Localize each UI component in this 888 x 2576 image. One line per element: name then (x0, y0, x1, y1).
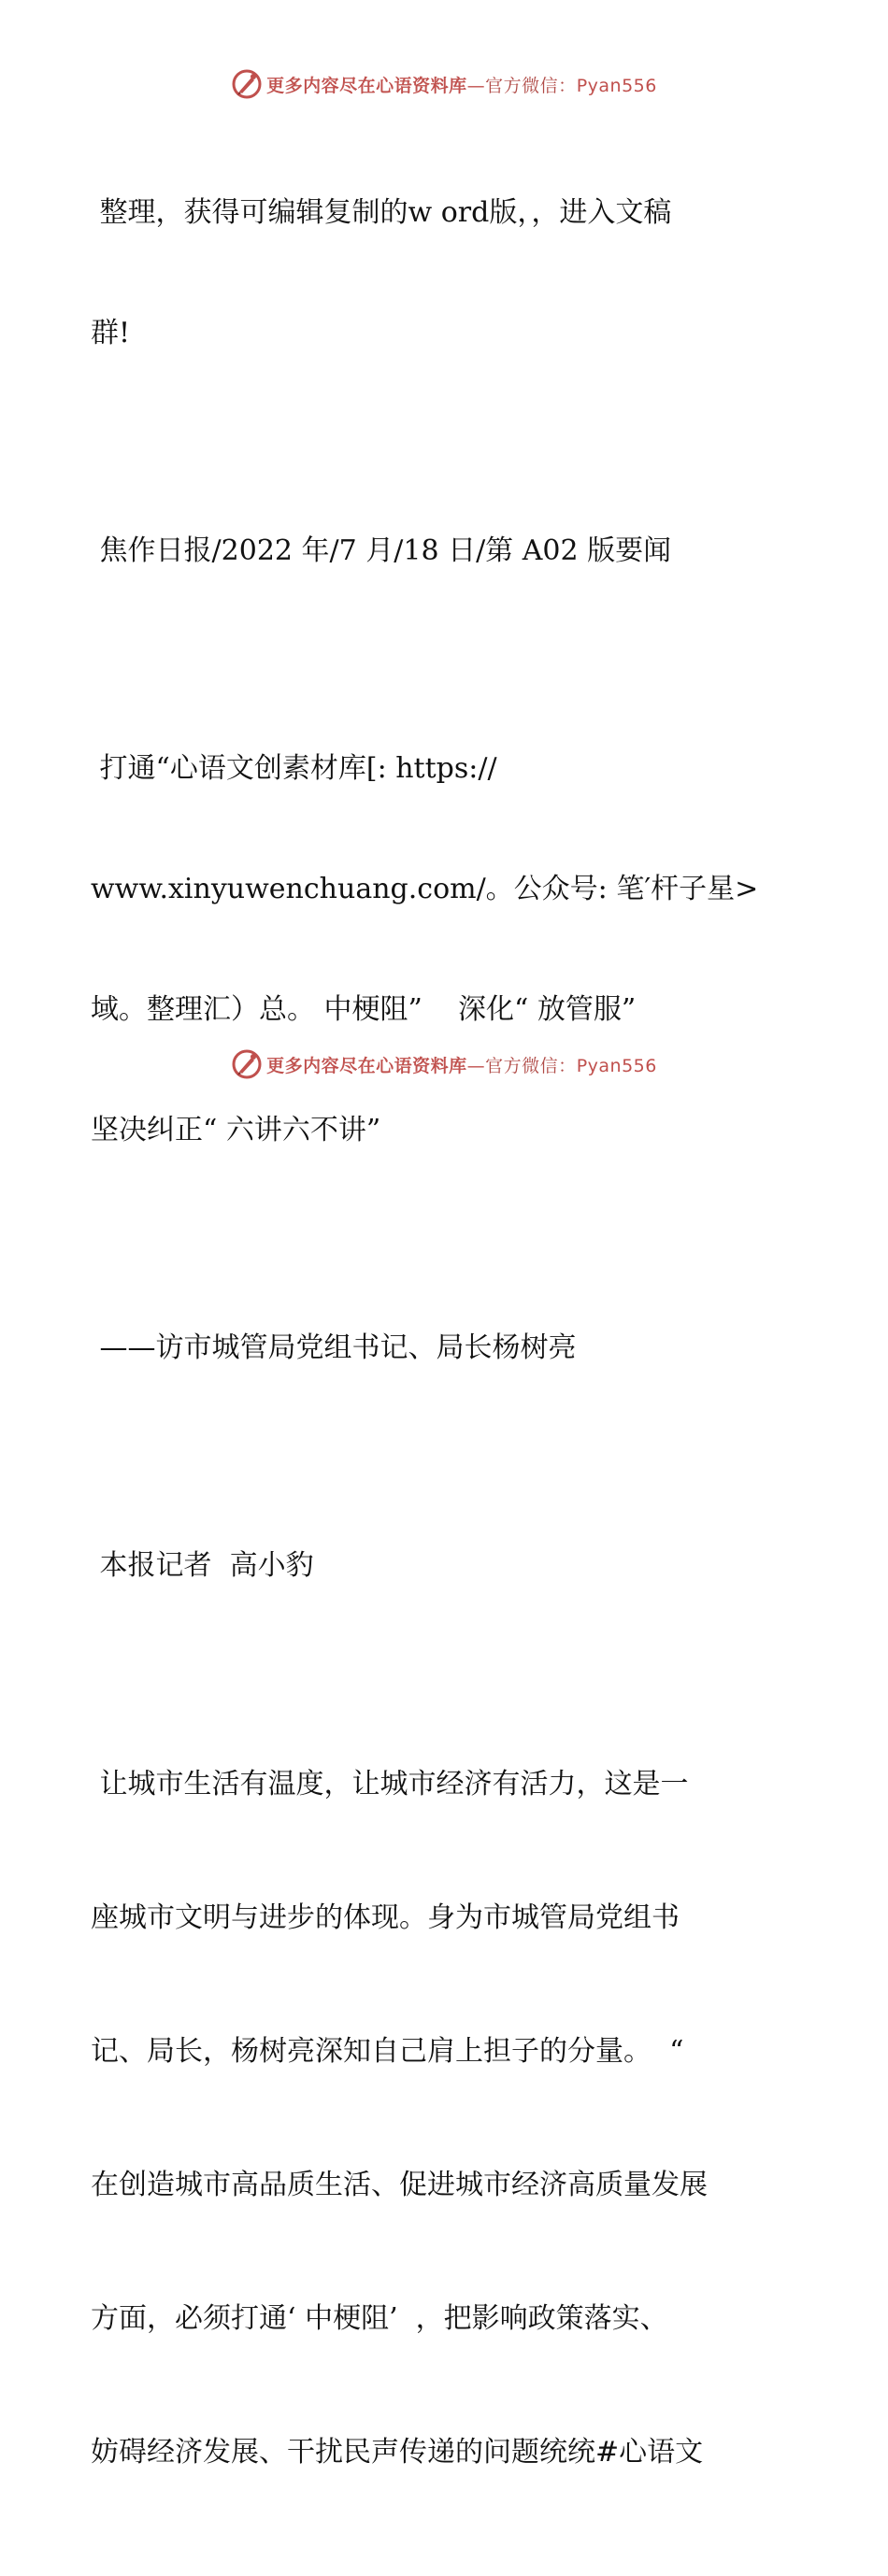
watermark-separator: — (466, 1055, 486, 1076)
byline (91, 1465, 801, 1666)
pen-logo-icon (231, 1048, 263, 1080)
pen-logo-icon (231, 68, 263, 100)
watermark-main-text: 更多内容尽在心语资料库 (266, 1055, 467, 1076)
watermark-official-label: 官方微信： (485, 75, 577, 96)
watermark-content (231, 68, 657, 100)
headline-line-4: 坚决纠正“ 六讲六不讲” (91, 1114, 381, 1146)
headline-line-2: www.xinyuwenchuang.com/。公众号: 笔′杆子星> (91, 873, 759, 905)
intro-paragraph (91, 112, 801, 434)
body-line-2: 座城市文明与进步的体现。身为市城管局党组书 (91, 1901, 680, 1934)
headline (91, 668, 801, 1231)
document-body (91, 112, 801, 2576)
watermark-separator: — (466, 75, 486, 96)
body-line-1: 让城市生活有温度，让城市经济有活力，这是一 (91, 1768, 689, 1800)
watermark-official-label: 官方微信： (485, 1055, 577, 1076)
body-line-3: 记、局长，杨树亮深知自己肩上担子的分量。 “ (91, 2035, 684, 2068)
dateline (91, 450, 801, 651)
body-line-4: 在创造城市高品质生活、促进城市经济高质量发展 (91, 2169, 708, 2201)
subtitle-text: ——访市城管局党组书记、局长杨树亮 (91, 1331, 577, 1364)
watermark-main-text: 更多内容尽在心语资料库 (266, 75, 467, 96)
subtitle (91, 1247, 801, 1448)
body-line-6: 妨碍经济发展、干扰民声传递的问题统统#心语文 (91, 2436, 704, 2469)
watermark-content (231, 1048, 657, 1080)
watermark-banner-top (0, 65, 888, 103)
watermark-banner-bottom (0, 1046, 888, 1083)
body-line-5: 方面，必须打通‘ 中梗阻’ ，把影响政策落实、 (91, 2302, 668, 2335)
headline-line-3: 域。整理汇）总。 中梗阻” 深化“ 放管服” (91, 993, 637, 1026)
body-paragraph (91, 1677, 801, 2559)
headline-line-1: 打通“心语文创素材库[: https:// (91, 752, 497, 785)
intro-line-2: 群! (91, 317, 131, 349)
intro-line-1: 整理，获得可编辑复制的w ord版，，进入文稿 (91, 196, 672, 229)
watermark-wechat-id: Pyan556 (576, 1055, 657, 1076)
watermark-wechat-id: Pyan556 (576, 75, 657, 96)
byline-text: 本报记者 高小豹 (91, 1549, 314, 1582)
dateline-text: 焦作日报/2022 年/7 月/18 日/第 A02 版要闻 (91, 534, 672, 567)
